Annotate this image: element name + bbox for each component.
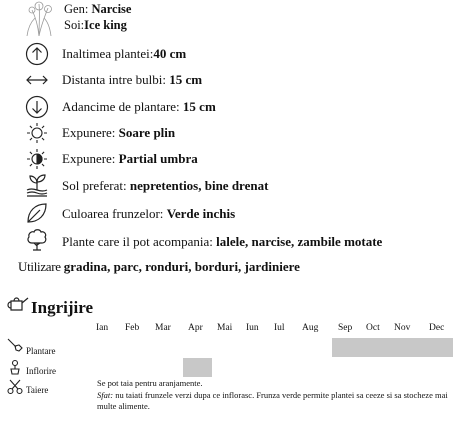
attribute-sol (62, 178, 268, 194)
attribute-adancime (62, 99, 216, 115)
narcissus-sketch-icon (22, 0, 56, 36)
activity-label-inflorire: Inflorire (26, 366, 56, 376)
month-label: Iun (246, 323, 259, 333)
soi-label: Soi: (64, 18, 85, 32)
attribute-frunze (62, 206, 235, 222)
soi-line (64, 18, 127, 33)
month-label: Sep (338, 323, 353, 333)
attribute-value: Partial umbra (118, 151, 198, 166)
attribute-inaltime (62, 46, 186, 62)
flower-pot-icon (7, 359, 23, 375)
month-label: Aug (302, 323, 319, 333)
month-label: Nov (394, 323, 411, 333)
arrow-down-circle-icon (25, 95, 49, 119)
sun-icon (25, 121, 49, 145)
gen-line (64, 2, 131, 17)
utilizare-value: gradina, parc, ronduri, borduri, jardiniere (63, 259, 300, 274)
utilizare-label: Utilizare (18, 259, 64, 274)
horizontal-double-arrow-icon (25, 68, 49, 92)
inflorire-bar (183, 358, 212, 377)
soi-value: Ice king (84, 18, 127, 32)
attribute-label: Culoarea frunzelor: (62, 206, 167, 221)
arrow-up-circle-icon (25, 42, 49, 66)
utilizare-line (18, 259, 300, 275)
gen-value: Narcise (91, 2, 132, 16)
attribute-expunere-soare (62, 125, 175, 141)
activity-label-taiere: Taiere (26, 385, 49, 395)
note-sfat-label: Sfat: (97, 390, 114, 400)
activity-label-plantare: Plantare (26, 346, 56, 356)
month-label: Feb (125, 323, 140, 333)
month-label: Mar (155, 323, 171, 333)
gen-label: Gen: (64, 2, 92, 16)
attribute-value: nepretentios, bine drenat (129, 178, 269, 193)
attribute-label: Sol preferat: (62, 178, 130, 193)
leaf-icon (25, 201, 49, 225)
attribute-distanta (62, 72, 202, 88)
shovel-icon (6, 337, 24, 353)
attribute-value: Soare plin (118, 125, 176, 140)
attribute-value: Verde inchis (166, 206, 236, 221)
attribute-label: Expunere: (62, 151, 119, 166)
attribute-label: Plante care il pot acompania: (62, 234, 217, 249)
plantare-bar (332, 338, 453, 357)
attribute-label: Expunere: (62, 125, 119, 140)
note-line: Se pot taia pentru aranjamente. (97, 378, 203, 388)
attribute-value: lalele, narcise, zambile motate (216, 234, 383, 249)
note-sfat (97, 390, 457, 412)
attribute-acompania (62, 234, 382, 250)
attribute-value: 40 cm (153, 46, 187, 61)
attribute-value: 15 cm (169, 72, 203, 87)
attribute-label: Adancime de plantare: (62, 99, 183, 114)
ingrijire-title: Ingrijire (31, 298, 94, 317)
sprout-icon (25, 173, 49, 197)
month-label: Ian (96, 323, 109, 333)
tree-icon (25, 228, 49, 252)
month-label: Dec (429, 323, 445, 333)
attribute-expunere-umbra (62, 151, 198, 167)
watering-can-icon (6, 294, 30, 312)
attribute-value: 15 cm (182, 99, 216, 114)
month-label: Oct (366, 323, 380, 333)
note-sfat-text: nu taiati frunzele verzi dupa ce inflorasc. Frunza verde permite plantei sa ceeze si sa stocheze mai multe alimente. (97, 390, 448, 411)
scissors-icon (7, 379, 23, 395)
attribute-label: Inaltimea plantei: (62, 46, 154, 61)
half-sun-icon (25, 147, 49, 171)
month-label: Mai (217, 323, 233, 333)
month-label: Iul (274, 323, 285, 333)
month-label: Apr (188, 323, 203, 333)
attribute-label: Distanta intre bulbi: (62, 72, 170, 87)
